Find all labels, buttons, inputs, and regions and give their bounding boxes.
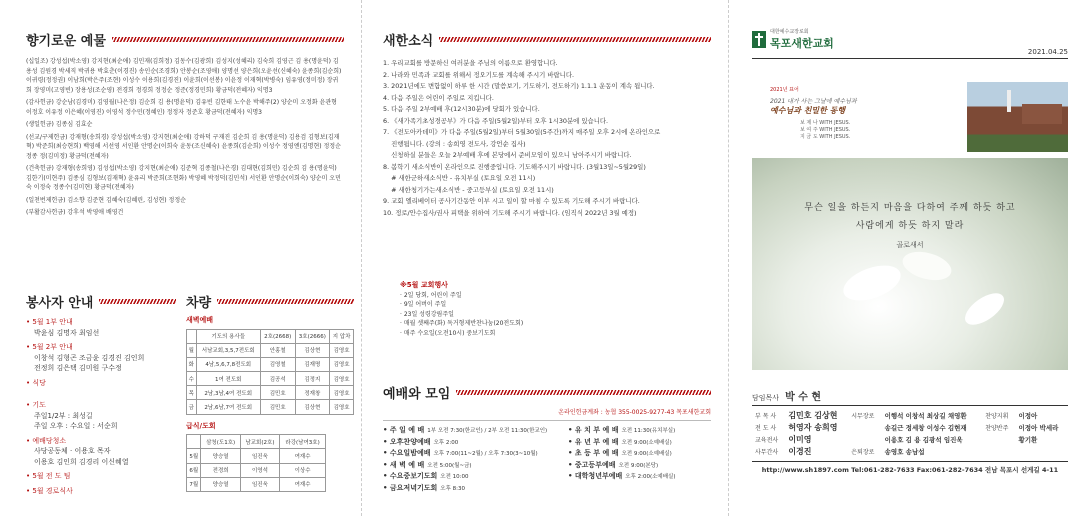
staff-names: 송영호 송남섭 <box>884 447 925 456</box>
offering-birthday: (생일헌금) 김종심 김효순 <box>26 121 93 128</box>
vehicle-table <box>186 329 354 415</box>
may-event: · 9일 어버이 주일 <box>400 301 447 308</box>
scripture-image <box>752 158 1068 370</box>
table-cell: 2남,6남,7여 전도회 <box>196 400 260 414</box>
news-item: 진행됩니다. (강의 : 송희영 전도사, 강언순 집사) <box>383 139 526 148</box>
table-cell: 목 <box>187 386 197 400</box>
table-cell: 지 압차 <box>330 329 354 343</box>
may-events <box>400 280 600 338</box>
worship-row <box>383 448 568 460</box>
news-item: 7. 《전도아카데미》가 다음 주일(5월2일)부터 5월30일(5주간)까지 매주일 오후 2시에 온라인으로 <box>383 128 661 136</box>
staff-role: 교육전사 <box>755 436 779 444</box>
table-cell: 기도의 용사들 <box>196 329 260 343</box>
worship-row <box>568 460 711 472</box>
verse-reference: 골로새서 <box>896 241 924 249</box>
staff-role <box>848 421 881 433</box>
may-event: · 매월 셋째주(화) 독거형제반찬나눔(20전도회) <box>400 320 524 327</box>
staff-names: 이정아 박세라 <box>1018 423 1059 432</box>
online-account: 온라인헌금계좌 : 농협 355-0025-9277-43 목포새한교회 <box>558 409 711 416</box>
staff-role <box>982 445 1015 457</box>
denomination: 대한예수교장로회 <box>770 29 809 35</box>
servant-group-title: • 5월 2부 안내 <box>26 343 73 351</box>
worship-name: • 금요저녁기도회 <box>383 483 438 492</box>
staff-names <box>1016 445 1069 457</box>
table-row <box>187 329 354 343</box>
news-item: 1. 우리교회를 방문하신 여러분을 주님의 이름으로 환영합니다. <box>383 59 558 67</box>
table-cell: 2남,3남,4여 전도회 <box>196 386 260 400</box>
news-item: # 새한군하새소식반 - 유치부실 (토요일 오전 11시) <box>383 174 536 182</box>
staff-role: 시무장로 <box>851 412 875 420</box>
table-cell: 6월 <box>187 463 201 477</box>
staff-names: 이경진 <box>788 446 812 456</box>
heading-stripe <box>99 299 176 304</box>
staff-names: 이미영 <box>788 434 812 444</box>
table-row <box>187 400 354 414</box>
table-cell: 3호(2666) <box>295 329 330 343</box>
motto-sub: 보 여 주 WITH JESUS. <box>800 127 851 133</box>
table-row <box>187 463 326 477</box>
table-cell: 전경희 <box>201 463 240 477</box>
offerings-section <box>26 30 344 221</box>
worship-row <box>568 425 711 437</box>
table-cell: 삼청(도1호) <box>201 435 240 449</box>
servant-names: 이용호 김인희 김경리 이신혜열 <box>34 457 129 466</box>
worship-time: 오전 5:00(월~금) <box>427 462 472 469</box>
worship-name: • 새 벽 예 배 <box>383 460 425 469</box>
offering-easter: (부활감사헌금) 강후석 박영애 배영건 <box>26 209 124 216</box>
motto-banner <box>752 82 1068 152</box>
pastor-label: 담임목사 <box>752 394 780 402</box>
offerings-list <box>26 57 344 218</box>
servant-group-title: • 예배당청소 <box>26 436 67 445</box>
staff-row <box>752 445 1068 457</box>
table-cell: 양승열 <box>201 449 240 463</box>
table-cell: 김정지 <box>295 372 330 386</box>
table-row <box>187 372 354 386</box>
news-item: 신청하실 분들은 오늘 2부예배 후에 본당에서 준비모임이 있으니 남아주시기 바랍니다. <box>383 151 632 159</box>
worship-time: 오전 9:00(소예배실) <box>621 451 672 457</box>
motto-line: 2021 내가 사는 그날에 예수님과 <box>770 98 857 105</box>
worship-name: • 중고등부예배 <box>568 460 616 469</box>
vehicle-subtitle: 새벽예배 <box>186 316 214 324</box>
table-cell: 김영호 <box>330 357 354 371</box>
news-item: 9. 교회 엘리베이터 공사기간동안 이부 시고 일이 할 마침 수 있도록 기도해 주시기 바랍니다. <box>383 197 640 205</box>
staff-role: 전 도 사 <box>755 424 777 432</box>
offering-thanks: (감사헌금) 강순남(김경미) 김영월(나은정) 김순희 김 용(명윤덕) 김유빈 김한태 노수윤 박해주(2) 양순미 오정화 윤관형 이정호 이유정 이은혜(이영진) 이영석 정수민(정혜인) 정정자 정준호 황금덕(전혜자) 익명3 <box>26 99 337 116</box>
news-heading: 새한소식 <box>383 30 711 49</box>
worship-time: 1부 오전 7:30(한교인) / 2부 오전 11:30(한교인) <box>427 428 548 434</box>
church-logo-icon <box>752 31 766 48</box>
staff-names: 김민호 김상현 <box>788 410 838 420</box>
servant-names: 주일1/2부 : 최성길 <box>34 411 93 420</box>
table-cell: 김상현 <box>295 400 330 414</box>
table-row <box>187 477 326 491</box>
may-events-list <box>400 291 600 339</box>
servants-list <box>26 317 176 496</box>
worship-name: • 초 등 부 예 배 <box>568 449 619 457</box>
church-header <box>752 28 1068 59</box>
meal-subtitle: 급식/도회 <box>186 421 216 430</box>
may-events-title: ※5월 교회행사 <box>400 281 448 289</box>
table-cell: 김영호 <box>330 386 354 400</box>
servant-group-title: • 5월 경로식사 <box>26 486 73 495</box>
verse-line: 무슨 일을 하든지 마음을 다하여 주께 하듯 하고 <box>804 203 1016 213</box>
staff-row <box>752 433 1068 445</box>
worship-time: 오후 2:00(소예배실) <box>625 474 676 480</box>
table-cell: 라강(남여3호) <box>280 435 326 449</box>
table-cell: 김영철 <box>260 357 295 371</box>
motto-title: 예수님과 친밀한 동행 <box>770 106 846 115</box>
servant-names: 사당공동체 · 이용호 목자 <box>34 447 111 455</box>
table-cell: 임진욱 <box>240 449 279 463</box>
table-cell: 5월 <box>187 449 201 463</box>
staff-row <box>752 421 1068 433</box>
table-cell: 이영석 <box>240 463 279 477</box>
heading-stripe <box>217 299 354 304</box>
may-event: · 23일 성령강림주일 <box>400 310 454 318</box>
offering-tithe: (십일조) 강성섭(박소영) 강지현(최순애) 김민재(김희정) 김동수(김광희) 김성지(성혜리) 김숙희 김영근 김 용(명윤덕) 김용성 김원경 박세직 박귀용 박효춘(이경진) 송인순(조경희) 안봉순(조영애) 양명선 양은희(오윤선(신혜숙) 윤종희(김순희) 이귀령(정정권) 이남희(박은주(조현) 이성수 이용희(김경진) 이윤희(이선봉) 이윤정 이재혁(박병숙) 임유영(정미정) 장귀희 장영미(고영빈) 장용성(조순영) 전경희 정경희 정정순 정준(정경민희) 황금덕(전혜자) 익명3 <box>26 58 342 94</box>
table-cell: 김민호 <box>260 400 295 414</box>
servants-section <box>26 292 176 496</box>
staff-role <box>982 433 1015 445</box>
table-cell: 금 <box>187 400 197 414</box>
worship-row <box>383 425 568 437</box>
worship-name: • 유 년 부 예 배 <box>568 437 619 446</box>
worship-time: 오전 10:00 <box>440 474 469 480</box>
worship-name: • 수요일밤예배 <box>383 449 431 457</box>
table-cell: 1여 전도회 <box>196 372 260 386</box>
heading-stripe <box>439 37 711 42</box>
news-item: 2. 나라와 민족과 교회를 위해서 정오기도를 계속해 주시기 바랍니다. <box>383 70 575 79</box>
staff-row <box>752 409 1068 421</box>
pastor-name: 박 수 현 <box>785 392 822 403</box>
table-cell <box>187 435 201 449</box>
servant-names: 박윤심 김명자 최임선 <box>34 328 100 337</box>
table-cell: 여재수 <box>280 449 326 463</box>
table-cell: 2호(2668) <box>260 329 295 343</box>
staff-names: 송길근 정세창 이성수 김현재 <box>884 423 967 432</box>
worship-time: 오후 7:00(11~2월) / 오후 7:30(3~10월) <box>433 451 538 457</box>
news-item: 10. 정로/안수집사/권사 피택을 위하여 기도해 주시기 바랍니다. (임직식 2022년 3월 예정) <box>383 208 637 217</box>
worship-row <box>383 483 568 495</box>
news-section <box>383 30 711 219</box>
servants-heading: 봉사자 안내 <box>26 292 176 311</box>
worship-time: 오후 8:30 <box>440 485 465 492</box>
table-cell: 화 <box>187 357 197 371</box>
staff-table <box>752 409 1068 457</box>
vehicle-section <box>186 292 354 492</box>
offerings-heading: 향기로운 예물 <box>26 30 344 49</box>
staff-names: 황기환 <box>1018 435 1038 444</box>
table-cell: 임진욱 <box>240 477 279 491</box>
table-row <box>187 435 326 449</box>
worship-row <box>568 448 711 460</box>
news-item: 8. 봄학기 새소식반이 온라인으로 진행중입니다. 기도해주시기 바랍니다. (3월13일~5월29일) <box>383 162 646 171</box>
staff-role <box>848 433 881 445</box>
offering-thousand: (일천번제헌금) 김소향 김준현 김혜숙(김혜린, 김성현) 정정순 <box>26 196 186 204</box>
staff-role: 사무간사 <box>755 448 779 456</box>
staff-names: 허영자 송희영 <box>788 422 838 432</box>
table-cell: 서남교회,3,5,7전도회 <box>196 343 260 357</box>
flower-petal <box>899 247 954 285</box>
worship-left <box>383 425 568 494</box>
flower-petal <box>839 259 906 308</box>
motto-sub: 지 금 도 WITH JESUS. <box>800 134 851 140</box>
worship-name: • 수요중보기도회 <box>383 472 438 480</box>
news-item: 4. 다음 주일은 어린이 주일로 지킵니다. <box>383 93 494 102</box>
servant-group-title: • 식당 <box>26 378 46 387</box>
flower-petal <box>960 287 1009 331</box>
meal-table <box>186 434 326 492</box>
motto-small: 2021년 표어 <box>770 87 799 93</box>
table-cell: 여재수 <box>280 477 326 491</box>
table-cell: 이상수 <box>280 463 326 477</box>
worship-row <box>383 437 568 449</box>
may-event: · 매주 수요일(오전10시) 중보기도회 <box>400 329 496 337</box>
news-list <box>383 58 711 219</box>
table-row <box>187 386 354 400</box>
table-cell: 정재창 <box>295 386 330 400</box>
servant-group-title: • 기도 <box>26 401 46 409</box>
worship-heading: 예배와 모임 <box>383 383 711 402</box>
servant-names: 주일 오후 : 수요일 : 서순희 <box>34 422 118 430</box>
heading-stripe <box>112 37 344 42</box>
news-item: # 새한청기가는새소식반 - 중고등부실 (토요일 오전 11시) <box>383 185 554 194</box>
motto-sub: 보 제 나 WITH JESUS. <box>800 120 851 126</box>
worship-row <box>568 471 711 483</box>
news-item: 6. 《새가족기초성경공부》가 다음 주일(5월2일)부터 오후 1시30분에 있습니다. <box>383 116 609 125</box>
staff-names: 이용호 김 용 김광석 임진욱 <box>884 435 963 444</box>
offering-building: (건축헌금) 강재형(송희영) 김성섭(박소영) 강지현(최순애) 김준혁 김종철(나은경) 김대현(김희민) 김순희 김 용(명윤덕) 김한기(미현주) 김종심 김형보(김재혁) 윤유리 박준희(조현화) 박영혜 박정덕(김민석) 서인환 안명순(이희숙) 양순미 오민숙 이정숙 정종수(김미현) 황금덕(전혜자) <box>26 165 341 191</box>
may-event: · 2일 당회, 어린이 주일 <box>400 291 462 299</box>
bulletin-date: 2021.04.25 <box>752 48 1068 59</box>
worship-time: 오전 9:00(본당) <box>618 462 659 469</box>
vehicle-heading: 차량 <box>186 292 354 311</box>
staff-names: 이행석 이창석 최상길 채영환 <box>884 411 967 420</box>
table-cell <box>187 329 197 343</box>
servant-names: 이창석 김형곤 조금윤 김경진 김인희 <box>34 353 145 362</box>
servant-group-title: • 5월 1부 안내 <box>26 318 73 326</box>
table-cell: 김영호 <box>330 372 354 386</box>
table-row <box>187 449 326 463</box>
worship-name: • 주 일 예 배 <box>383 426 425 434</box>
staff-role: 찬양반주 <box>985 424 1009 432</box>
worship-name: • 유 치 부 예 배 <box>568 426 619 434</box>
staff-role: 은퇴장로 <box>851 448 875 456</box>
worship-table <box>383 420 711 494</box>
worship-time: 오전 11:30(유치부실) <box>621 428 676 434</box>
table-cell: 양승열 <box>201 477 240 491</box>
worship-name: • 대학청년부예배 <box>568 472 623 480</box>
table-row <box>187 343 354 357</box>
worship-section <box>383 383 711 494</box>
table-cell: 김민호 <box>260 386 295 400</box>
verse-line: 사람에게 하듯 하지 말라 <box>855 221 965 231</box>
church-contact: http://www.sh1897.com Tel:061-282-7633 Fax:061-282-7634 전남 목포시 선게길 4-11 <box>752 461 1068 474</box>
offering-mission: (선교/구제헌금) 강재형(송희경) 강성섭(박소영) 강지현(최순애) 강하덕 구재진 김순희 김 용(명윤덕) 김용검 김형보(김재혁) 박준희(최승현희) 백영해 서선영 서인환 안명순(이희숙 윤동(조신혜숙) 윤종희(김순희) 이성수 정영엔(김명현) 정정순 정종 정(김미정) 황금덕(전혜자) <box>26 133 341 160</box>
news-item: 3. 2021년에도 변함없이 하루 한 시간 (말씀보기, 기도하기, 전도하기) 1.1.1 운동이 계속 됩니다. <box>383 82 655 90</box>
staff-role: 찬양지휘 <box>985 412 1009 420</box>
table-cell: 김상현 <box>295 343 330 357</box>
worship-right <box>568 425 711 494</box>
table-cell: 수 <box>187 372 197 386</box>
table-row <box>187 357 354 371</box>
church-building-photo <box>967 82 1068 152</box>
staff-role: 부 목 사 <box>755 412 777 420</box>
heading-stripe <box>456 390 711 395</box>
worship-time: 오후 2:00 <box>433 439 459 446</box>
servant-group-title: • 5월 전 도 팀 <box>26 472 71 480</box>
worship-row <box>383 471 568 483</box>
table-cell: 월 <box>187 343 197 357</box>
staff-names: 이정아 <box>1018 411 1038 420</box>
table-cell: 남교회(2호) <box>240 435 279 449</box>
table-cell: 김공석 <box>260 372 295 386</box>
table-cell: 김영호 <box>330 400 354 414</box>
table-cell: 4남,5,6,7,8전도회 <box>196 357 260 371</box>
table-cell: 김재명 <box>295 357 330 371</box>
worship-time: 오전 9:00(소예배실) <box>621 439 672 446</box>
table-cell: 김영호 <box>330 343 354 357</box>
pastor-section <box>752 388 1068 474</box>
servant-names: 전정희 김은택 김미원 구수정 <box>34 364 122 372</box>
church-name: 목포새한교회 <box>770 37 834 50</box>
worship-row <box>383 460 568 472</box>
table-cell: 7월 <box>187 477 201 491</box>
worship-name: • 오후찬양예배 <box>383 437 431 446</box>
table-cell: 안홍철 <box>260 343 295 357</box>
news-item: 5. 다음 주일 2부예배 후(12시30분)에 당회가 있습니다. <box>383 105 540 113</box>
worship-row <box>568 437 711 449</box>
